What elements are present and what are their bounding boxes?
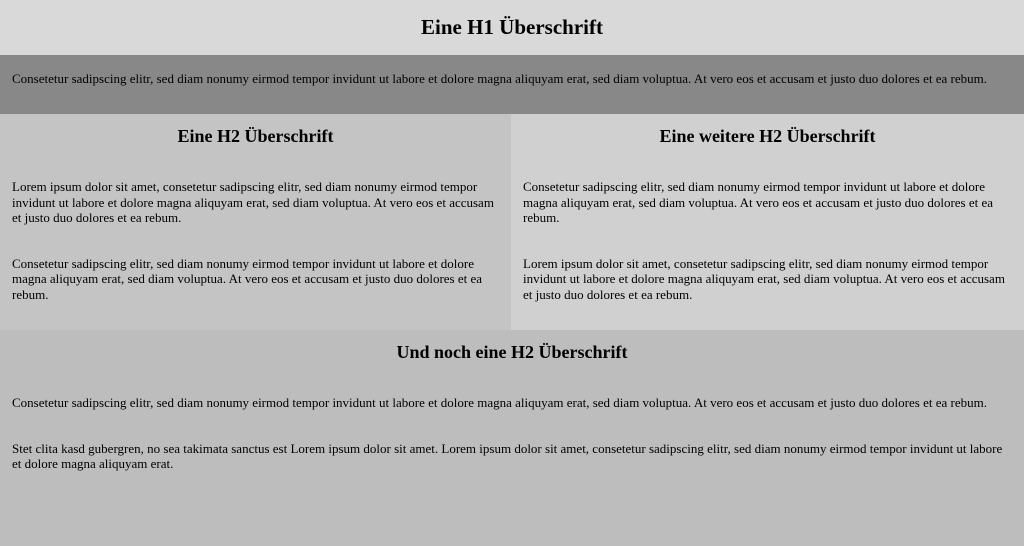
- left-column-heading: Eine H2 Überschrift: [177, 126, 334, 146]
- two-column-section: [0, 114, 1024, 330]
- right-column-heading: Eine weitere H2 Überschrift: [659, 126, 876, 146]
- right-paragraph-1: Consetetur sadipscing elitr, sed diam nonumy eirmod tempor invidunt ut labore et dolore magna aliquyam erat, sed diam voluptua. At vero eos et accusam et justo duo dolores et ea rebum.: [523, 179, 994, 225]
- bottom-section: [0, 330, 1024, 546]
- right-paragraph-2: Lorem ipsum dolor sit amet, consetetur sadipscing elitr, sed diam nonumy eirmod tempor invidunt ut labore et dolore magna aliquyam erat, sed diam voluptua. At vero eos et accusam et justo duo dolores et ea rebum.: [523, 255, 1005, 302]
- right-column: [511, 114, 1024, 330]
- intro-paragraph: Consetetur sadipscing elitr, sed diam nonumy eirmod tempor invidunt ut labore et dolore magna aliquyam erat, sed diam voluptua. At vero eos et accusam et justo duo dolores et ea rebum.: [12, 71, 987, 86]
- bottom-paragraph-1: Consetetur sadipscing elitr, sed diam nonumy eirmod tempor invidunt ut labore et dolore magna aliquyam erat, sed diam voluptua. At vero eos et accusam et justo duo dolores et ea rebum.: [12, 395, 987, 410]
- left-column: [0, 114, 511, 330]
- bottom-section-heading: Und noch eine H2 Überschrift: [396, 342, 628, 362]
- left-paragraph-2: Consetetur sadipscing elitr, sed diam nonumy eirmod tempor invidunt ut labore et dolore magna aliquyam erat, sed diam voluptua. At vero eos et accusam et justo duo dolores et ea rebum.: [12, 255, 483, 302]
- page-title: Eine H1 Überschrift: [421, 15, 603, 39]
- page-header: [0, 0, 1024, 55]
- left-paragraph-1: Lorem ipsum dolor sit amet, consetetur sadipscing elitr, sed diam nonumy eirmod tempor invidunt ut labore et dolore magna aliquyam erat, sed diam voluptua. At vero eos et accusam et justo duo dolores et ea rebum.: [12, 179, 494, 225]
- intro-section: [0, 55, 1024, 114]
- bottom-paragraph-2: Stet clita kasd gubergren, no sea takimata sanctus est Lorem ipsum dolor sit amet. Lorem ipsum dolor sit amet, consetetur sadipscing elitr, sed diam nonumy eirmod tempor invidunt ut labore et dolore magna aliquyam erat.: [12, 440, 1003, 471]
